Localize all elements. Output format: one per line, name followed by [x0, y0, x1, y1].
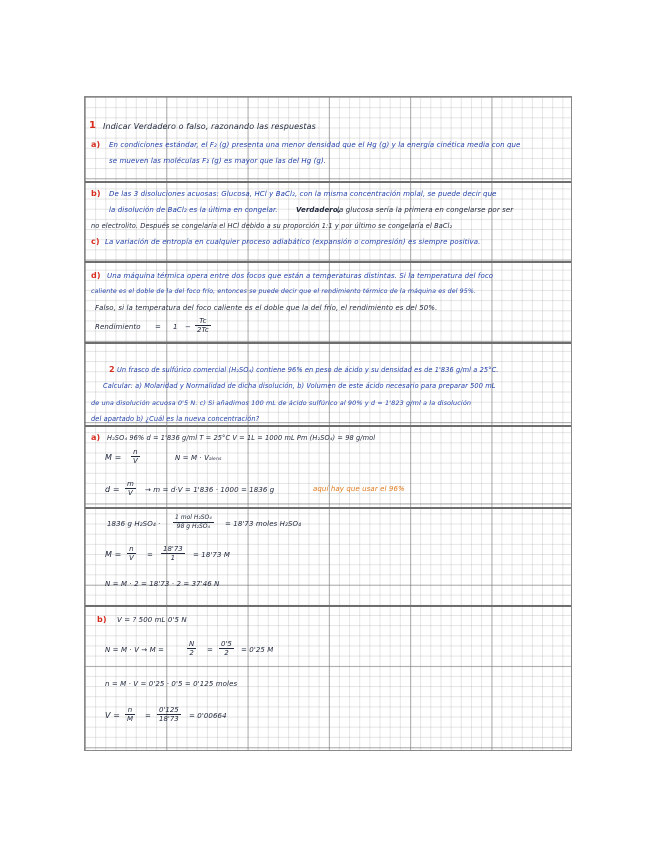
molarity-calc-fraction-2 [161, 545, 185, 562]
fraction-denominator: V [133, 457, 138, 465]
fraction-denominator: 1 [170, 554, 176, 562]
fraction-denominator: V [129, 554, 134, 562]
part-a-label: a) [91, 433, 101, 442]
item-c-label: c) [91, 237, 100, 246]
fraction-numerator: n [127, 545, 136, 554]
fraction-denominator: 2 [224, 649, 229, 657]
volume-fraction-2 [157, 706, 181, 723]
fraction-numerator: n [125, 706, 135, 715]
item-b-label: b) [91, 189, 101, 198]
fraction-numerator: m [127, 480, 134, 488]
part-a-data: H₂SO₄ 96% d = 1'836 g/ml T = 25°C V = 1L = 1000 mL Pm (H₂SO₄) = 98 g/mol [107, 434, 376, 442]
part-b-fraction-2 [219, 640, 234, 657]
question-2-line-3: de una disolución acuosa 0'5 N. c) Si añadimos 100 mL de ácido sulfúrico al 90% y d = 1'823 g/ml a la disolución [91, 399, 472, 407]
item-a-line-2: se mueven las moléculas F₂ (g) es mayor que las del Hg (g). [109, 157, 327, 165]
item-d-label: d) [91, 271, 101, 280]
part-b-given: V = ? 500 mL 0'5 N [117, 616, 187, 624]
molarity-result: = 18'73 M [193, 551, 230, 559]
conversion-fraction [173, 514, 214, 531]
part-b-equals: = [207, 646, 213, 654]
molarity-fraction [131, 448, 140, 465]
molarity-calc-lhs: M = [105, 550, 122, 559]
fraction-denominator: 2Tc [197, 326, 209, 334]
fraction-numerator: 0'5 [221, 640, 232, 648]
fraction-denominator: 18'73 [159, 715, 179, 723]
conversion-lhs: 1836 g H₂SO₄ · [107, 520, 161, 528]
item-b-line-1: De las 3 disoluciones acuosas: Glucosa, HCl y BaCl₂, con la misma concentración molal, se puede decir que [109, 190, 497, 198]
part-b-molarity-result: = 0'25 M [241, 646, 274, 654]
normality-result: N = M · 2 = 18'73 · 2 = 37'46 N [105, 580, 220, 588]
section-divider [85, 507, 571, 509]
part-b-relation: N = M · V → M = [105, 646, 165, 654]
conversion-result: = 18'73 moles H₂SO₄ [225, 520, 302, 528]
fraction-numerator: N [189, 640, 195, 648]
density-fraction [125, 480, 136, 497]
section-divider [85, 605, 571, 607]
question-2-line-2: Calcular: a) Molaridad y Normalidad de dicha disolución, b) Volumen de este ácido necesario para preparar 500 mL [103, 382, 496, 390]
fraction-numerator: n [131, 448, 140, 457]
question-2-line-4: del apartado b) ¿Cuál es la nueva concentración? [91, 415, 260, 423]
question-2-line-1: Un frasco de sulfúrico comercial (H₂SO₄) contiene 96% en peso de ácido y su densidad es de 1'836 g/ml a 25°C. [117, 366, 499, 374]
section-divider [85, 181, 571, 183]
question-2-number: 2 [109, 365, 115, 374]
part-b-label: b) [97, 615, 107, 624]
item-b-line-2: la disolución de BaCl₂ es la última en congelar. [109, 206, 278, 214]
efficiency-equals: = [155, 323, 161, 331]
normality-relation: N = M · Vₐₗₑₙₛ [175, 454, 222, 462]
part-b-fraction-1 [187, 640, 196, 657]
item-d-line-2: caliente es el doble de la del foco frío, entonces se puede decir que el rendimiento térmico de la máquina es del 95%. [91, 288, 477, 295]
volume-result: = 0'00664 [189, 712, 227, 720]
item-c-line-1: La variación de entropía en cualquier proceso adiabático (expansión o compresión) es siempre positiva. [105, 238, 481, 246]
question-1-title: Indicar Verdadero o falso, razonando las respuestas [103, 122, 316, 131]
item-b-line-3: no electrolito. Después se congelaría el HCl debido a su proporción 1:1 y por último se congelaría el BaCl₂ [91, 222, 453, 230]
part-b-moles: n = M · V = 0'25 · 0'5 = 0'125 moles [105, 680, 238, 688]
item-d-line-1: Una máquina térmica opera entre dos focos que están a temperaturas distintas. Si la temperatura del foco [107, 272, 494, 280]
efficiency-fraction [195, 317, 211, 334]
efficiency-label: Rendimiento [95, 323, 141, 331]
fraction-denominator: 98 g H₂SO₄ [176, 523, 210, 530]
volume-fraction-1 [125, 706, 135, 723]
density-note: aquí hay que usar el 96% [313, 485, 405, 493]
volume-equals: = [145, 712, 151, 720]
volume-lhs: V = [105, 711, 121, 720]
item-d-line-3: Falso, si la temperatura del foco caliente es el doble que la del frío, el rendimiento es del 50%. [95, 304, 438, 312]
efficiency-minus: − [185, 323, 191, 331]
question-1-number: 1 [89, 120, 97, 131]
fraction-numerator: 0'125 [159, 706, 179, 714]
grid-paper-sheet [84, 96, 572, 751]
mass-calculation: → m = d·V = 1'836 · 1000 = 1836 g [145, 486, 275, 494]
fraction-denominator: 2 [189, 649, 194, 657]
item-a-line-1: En condiciones estándar, el F₂ (g) presenta una menor densidad que el Hg (g) y la energía cinética media con que [109, 141, 521, 149]
fraction-numerator: Tc [195, 317, 211, 326]
molarity-lhs: M = [105, 453, 122, 462]
fraction-denominator: M [127, 715, 134, 723]
fraction-numerator: 1 mol H₂SO₄ [175, 514, 212, 521]
fraction-denominator: V [128, 489, 133, 497]
molarity-calc-fraction-1 [127, 545, 136, 562]
section-divider [85, 342, 571, 344]
molarity-calc-equals: = [147, 551, 153, 559]
efficiency-one: 1 [173, 323, 178, 331]
section-divider [85, 261, 571, 263]
item-b-answer-rest: la glucosa sería la primera en congelarse por ser [337, 206, 514, 214]
density-lhs: d = [105, 485, 120, 494]
section-divider [85, 425, 571, 427]
fraction-numerator: 18'73 [163, 545, 183, 553]
item-a-label: a) [91, 140, 101, 149]
item-b-answer-word: Verdadero, [296, 206, 341, 214]
